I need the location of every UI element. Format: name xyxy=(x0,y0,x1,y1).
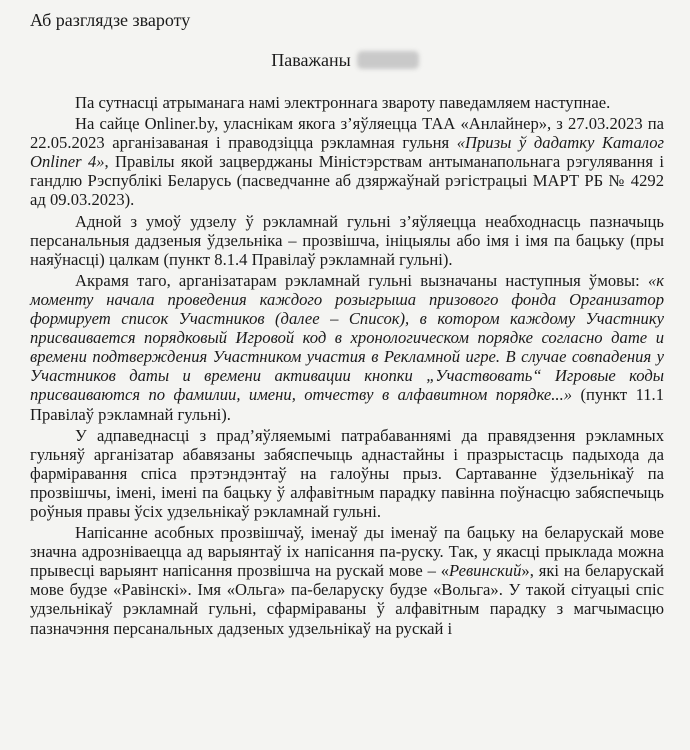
paragraph-text: , Правілы якой зацверджаны Міністэрствам антыманапольнага рэгулявання і гандлю Рэспублікі Беларусь (пасведчанне аб дзяржаўнай рэгістрацыі МАРТ РБ № 4292 ад 09.03.2023). xyxy=(30,152,664,210)
paragraph-text: Па сутнасці атрыманага намі электроннага звароту паведамляем наступнае. xyxy=(75,93,611,112)
quoted-text: «Призы ў дадатку Каталог Onliner 4» xyxy=(30,133,664,172)
paragraph-text: На сайце Onliner.by, уласнікам якога з’яўляецца ТАА «Анлайнер», з 27.03.2023 па 22.05.2023 арганізаваная і праводзіцца рэкламная гульня xyxy=(30,114,664,153)
letter-body xyxy=(30,93,664,640)
salutation xyxy=(0,50,690,71)
body-paragraph xyxy=(30,93,664,112)
greeting-text: Паважаны xyxy=(271,50,351,70)
letter-subject: Аб разглядзе звароту xyxy=(30,10,191,30)
paragraph-text: Адной з умоў удзелу ў рэкламнай гульні з’яўляецца неабходнасць пазначыць персанальныя дадзеныя ўдзельніка – прозвішча, ініцыялы або імя і імя па бацьку (пры наяўнасці) цалкам (пункт 8.1.4 Правілаў рэкламнай гульні). xyxy=(30,211,664,269)
paragraph-text: Напісанне асобных прозвішчаў, іменаў ды іменаў па бацьку на беларускай мове значна адрозніваецца ад варыянтаў іх напісання па-руску. Так, у якасці прыклада можна прывесці варыянт напісання прозвішча на рускай мове – « xyxy=(30,523,664,581)
body-paragraph xyxy=(30,426,664,521)
paragraph-text: (пункт 11.1 Правілаў рэкламнай гульні). xyxy=(30,385,664,424)
body-paragraph xyxy=(30,212,664,269)
quoted-text: Ревинский xyxy=(449,561,522,581)
redacted-name xyxy=(357,51,419,69)
quoted-text: «к моменту начала проведения каждого розыгрыша призового фонда Организатор формирует список Участников (далее – Список), в котором каждому Участнику присваивается порядковый Игровой код в хронологическом порядке согласно дате и времени подтверждения Участником участия в Рекламной игре. В случае совпадения у Участников даты и времени активации кнопки „Участвовать“ Игровые коды присваиваются по фамилии, имени, отчеству в алфавитном порядке...» xyxy=(30,270,664,405)
paragraph-text: У адпаведнасці з прад’яўляемымі патрабаваннямі да правядзення рэкламных гульняў арганізатар абавязаны забяспечыць аднастайны і празрыстасць падыхода да фарміравання спіса прэтэндэнтаў на галоўны прыз. Сартаванне ўдзельнікаў па прозвішчы, імені, імені па бацьку ў алфавітным парадку павінна поўнасцю забяспечыць роўныя правы ўсіх удзельнікаў рэкламнай гульні. xyxy=(30,425,664,521)
paragraph-text: Акрамя таго, арганізатарам рэкламнай гульні вызначаны наступныя ўмовы: xyxy=(75,270,648,290)
body-paragraph xyxy=(30,271,664,424)
body-paragraph xyxy=(30,523,664,638)
paragraph-text: », які на беларускай мове будзе «Равінскі». Імя «Ольга» па-беларуску будзе «Вольга». У такой сітуацыі спіс удзельнікаў рэкламнай гульні, сфарміраваны ў алфавітным парадку з магчымасцю пазначэння персанальных дадзеных удзельнікаў на рускай і xyxy=(30,561,664,638)
body-paragraph xyxy=(30,114,664,209)
